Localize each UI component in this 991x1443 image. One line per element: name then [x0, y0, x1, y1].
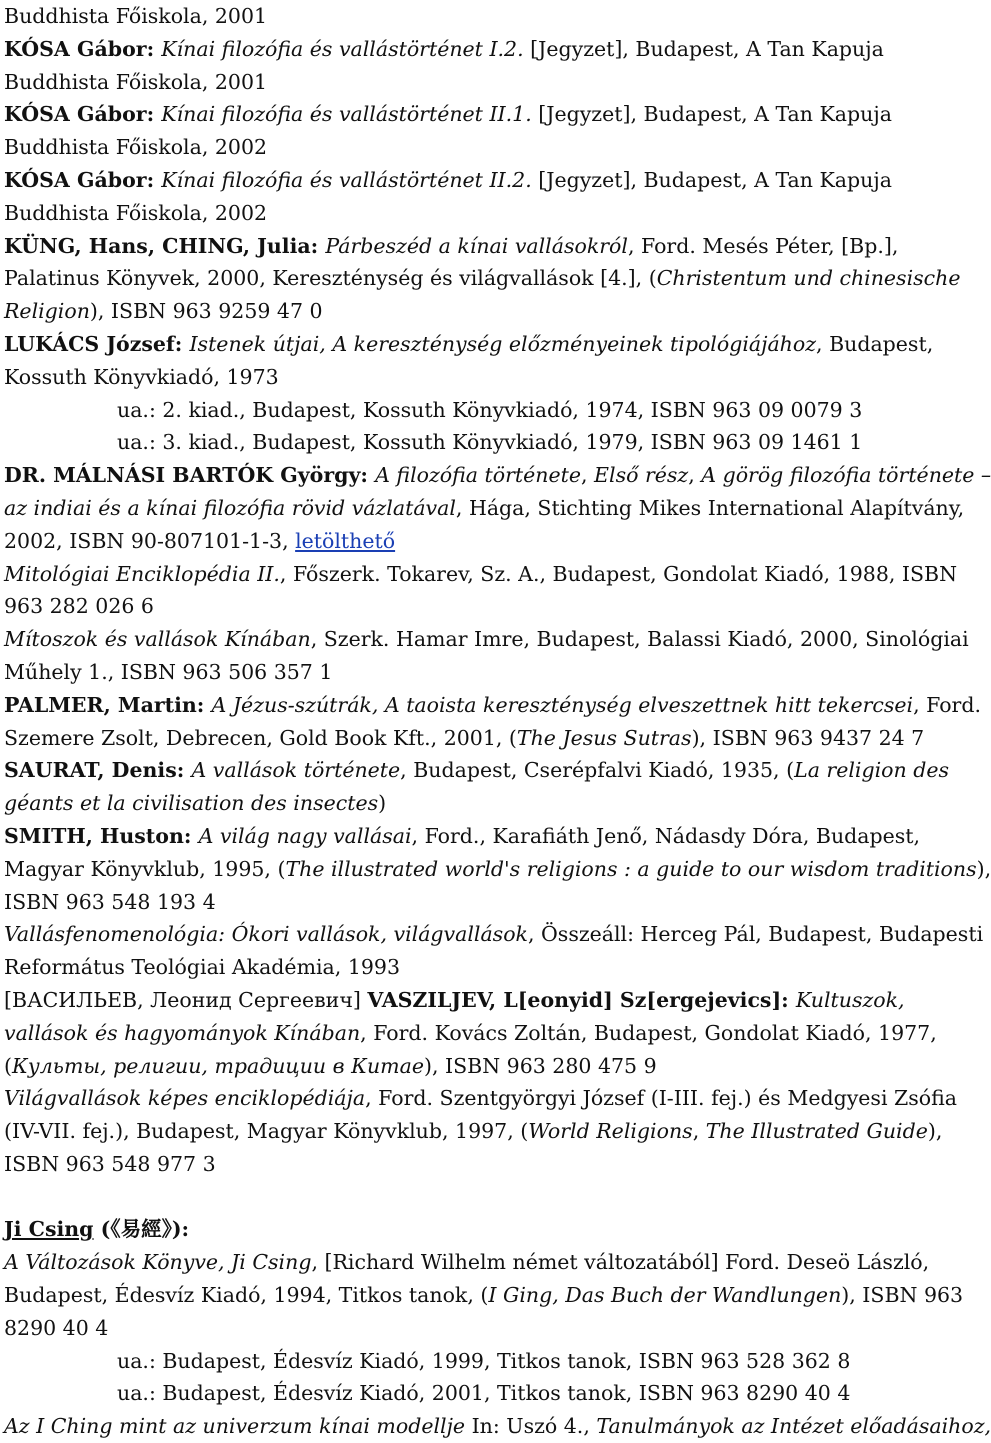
bibliography-line: [4, 394, 956, 427]
text-run: ,: [688, 463, 702, 488]
author-name: KÜNG, Hans, CHING, Julia:: [4, 233, 326, 258]
text-run: Palatinus Könyvek, 2000, Kereszténység és világvallások [4.], (: [4, 266, 657, 291]
bibliography-document: [4, 0, 991, 1443]
bibliography-line: [4, 66, 956, 99]
bibliography-line: [4, 656, 956, 689]
text-run: , Hága, Stichting Mikes International Alapítvány,: [455, 495, 965, 520]
text-run: , Ford. Mesés Péter, [Bp.],: [627, 233, 899, 258]
bibliography-line: [4, 33, 956, 66]
bibliography-line: [4, 197, 956, 230]
book-title: World Religions: [528, 1119, 693, 1144]
bibliography-line: [4, 1377, 956, 1410]
text-run: Buddhista Főiskola, 2002: [4, 200, 268, 225]
bibliography-line: [4, 590, 956, 623]
bibliography-line: [4, 1148, 956, 1181]
book-title: Kínai filozófia és vallástörténet II.1.: [161, 102, 532, 127]
bibliography-line: [4, 754, 956, 787]
bibliography-line: [4, 164, 956, 197]
bibliography-line: [4, 623, 969, 656]
text-run: In: Uszó 4.,: [465, 1414, 597, 1439]
bibliography-line: [4, 1050, 956, 1083]
book-title: The Illustrated Guide: [705, 1119, 928, 1144]
bibliography-line: [4, 853, 991, 886]
text-run: , Ford.: [913, 692, 981, 717]
bibliography-line: [4, 1213, 956, 1246]
bibliography-line: [4, 459, 991, 492]
book-title: Az I Ching mint az univerzum kínai modellje: [4, 1414, 466, 1439]
bibliography-line: [4, 886, 956, 919]
book-title: Mitológiai Enciklopédia II.: [4, 561, 280, 586]
text-run: 963 282 026 6: [4, 594, 154, 619]
book-title: Párbeszéd a kínai vallásokról: [325, 233, 628, 258]
bibliography-line: [4, 951, 956, 984]
text-run: , Főszerk. Tokarev, Sz. A., Budapest, Gondolat Kiadó, 1988, ISBN: [279, 561, 958, 586]
bibliography-line: [4, 328, 956, 361]
text-run: (: [4, 1053, 12, 1078]
bibliography-line: [4, 361, 956, 394]
book-title: Első rész: [594, 463, 689, 488]
text-run: ), ISBN 963 9259 47 0: [89, 299, 323, 324]
text-run: , Szerk. Hamar Imre, Budapest, Balassi Kiadó, 2000, Sinológiai: [310, 627, 969, 652]
author-name: LUKÁCS József:: [4, 331, 190, 356]
text-run: Református Teológiai Akadémia, 1993: [4, 955, 400, 980]
book-title: A vallások története: [191, 758, 401, 783]
text-run: Buddhista Főiskola, 2001: [4, 69, 268, 94]
text-run: ), ISBN 963 9437 24 7: [691, 725, 925, 750]
text-run: , Budapest,: [816, 331, 934, 356]
text-run: Budapest, Édesvíz Kiadó, 1994, Titkos tanok, (: [4, 1283, 489, 1308]
book-title: vallások és hagyományok Kínában: [4, 1020, 361, 1045]
bibliography-line: [4, 525, 956, 558]
text-run: , Ford., Karafiáth Jenő, Nádasdy Dóra, Budapest,: [411, 823, 921, 848]
text-run: ), ISBN 963 280 475 9: [423, 1053, 657, 1078]
text-run: 8290 40 4: [4, 1315, 109, 1340]
bibliography-line: [4, 1345, 956, 1378]
book-title: A filozófia története: [375, 463, 581, 488]
author-name: KÓSA Gábor:: [4, 36, 162, 61]
text-run: ),: [927, 1119, 943, 1144]
bibliography-line: [4, 820, 956, 853]
book-title: Christentum und chinesische: [656, 266, 961, 291]
text-run: ,: [692, 1119, 706, 1144]
text-run: [Jegyzet], Budapest, A Tan Kapuja: [531, 102, 892, 127]
bibliography-line: [4, 722, 956, 755]
bibliography-line: [4, 426, 956, 459]
bibliography-line: [4, 984, 956, 1017]
blank-line: [4, 1181, 956, 1214]
book-title: az indiai és a kínai filozófia rövid vázlatával: [4, 495, 456, 520]
book-title: Mítoszok és vallások Kínában: [4, 627, 311, 652]
download-link[interactable]: letölthető: [295, 528, 396, 553]
text-run: Buddhista Főiskola, 2001: [4, 4, 268, 28]
book-title: Культы, религии, традиции в Китае: [12, 1053, 424, 1078]
book-title: Kínai filozófia és vallástörténet II.2.: [161, 167, 532, 192]
author-name: VASZILJEV, L[eonyid] Sz[ergejevics]:: [367, 987, 796, 1012]
book-title: Kínai filozófia és vallástörténet I.2.: [161, 36, 524, 61]
text-run: [ВАСИЛЬЕВ, Леонид Сергеевич]: [4, 987, 368, 1012]
bibliography-line: [4, 1017, 956, 1050]
text-run: Magyar Könyvklub, 1995, (: [4, 856, 286, 881]
text-run: Buddhista Főiskola, 2002: [4, 135, 268, 160]
book-title: The Jesus Sutras: [516, 725, 692, 750]
author-name: DR. MÁLNÁSI BARTÓK György:: [4, 463, 376, 488]
text-run: (IV-VII. fej.), Budapest, Magyar Könyvklub, 1997, (: [4, 1119, 529, 1144]
author-name: SAURAT, Denis:: [4, 758, 192, 783]
bibliography-line: [4, 230, 956, 263]
bibliography-line: [4, 689, 981, 722]
author-name: PALMER, Martin:: [4, 692, 212, 717]
book-title: géants et la civilisation des insectes: [4, 791, 379, 816]
bibliography-line: [4, 558, 956, 591]
text-run: , [Richard Wilhelm német változatából] Ford. Deseö László,: [311, 1250, 930, 1275]
book-title: Vallásfenomenológia: Ókori vallások, világvallások: [4, 922, 528, 947]
bibliography-line: [4, 1279, 964, 1312]
book-title: I Ging, Das Buch der Wandlungen: [488, 1283, 842, 1308]
text-run: ,: [581, 463, 595, 488]
book-title: A görög filozófia története –: [701, 463, 991, 488]
author-name: (《易經》):: [93, 1217, 190, 1242]
text-run: , Budapest, Cserépfalvi Kiadó, 1935, (: [400, 758, 795, 783]
bibliography-line: [4, 1115, 956, 1148]
text-run: ua.: 2. kiad., Budapest, Kossuth Könyvkiadó, 1974, ISBN 963 09 0079 3: [117, 397, 863, 422]
book-title: A Jézus-szútrák, A taoista kereszténység elveszettnek hitt tekercsei: [211, 692, 914, 717]
bibliography-line: [4, 295, 956, 328]
text-run: Kossuth Könyvkiadó, 1973: [4, 364, 279, 389]
text-run: Műhely 1., ISBN 963 506 357 1: [4, 659, 333, 684]
bibliography-line: [4, 1246, 956, 1279]
bibliography-line: [4, 492, 965, 525]
bibliography-line: [4, 1082, 956, 1115]
bibliography-line: [4, 131, 956, 164]
book-title: Religion: [4, 299, 90, 324]
author-name: KÓSA Gábor:: [4, 102, 162, 127]
text-run: ua.: Budapest, Édesvíz Kiadó, 2001, Titkos tanok, ISBN 963 8290 40 4: [117, 1381, 851, 1406]
text-run: ): [378, 791, 387, 816]
text-run: ),: [976, 856, 991, 881]
book-title: La religion des: [794, 758, 949, 783]
text-run: , Ford. Kovács Zoltán, Budapest, Gondolat Kiadó, 1977,: [360, 1020, 937, 1045]
text-run: ), ISBN 963: [841, 1283, 964, 1308]
section-heading-link[interactable]: Ji Csing: [4, 1217, 94, 1242]
book-title: Tanulmányok az Intézet előadásaihoz,: [596, 1414, 991, 1439]
text-run: Szemere Zsolt, Debrecen, Gold Book Kft., 2001, (: [4, 725, 517, 750]
book-title: A világ nagy vallásai: [198, 823, 412, 848]
book-title: The illustrated world's religions : a guide to our wisdom traditions: [285, 856, 977, 881]
text-run: [Jegyzet], Budapest, A Tan Kapuja: [531, 167, 892, 192]
text-run: ISBN 963 548 977 3: [4, 1151, 216, 1176]
author-name: KÓSA Gábor:: [4, 167, 162, 192]
book-title: A Változások Könyve, Ji Csing: [4, 1250, 312, 1275]
text-run: , Összeáll: Herceg Pál, Budapest, Budapesti: [527, 922, 984, 947]
text-run: ua.: Budapest, Édesvíz Kiadó, 1999, Titkos tanok, ISBN 963 528 362 8: [117, 1348, 851, 1373]
bibliography-line: [4, 1312, 956, 1345]
text-run: ua.: 3. kiad., Budapest, Kossuth Könyvkiadó, 1979, ISBN 963 09 1461 1: [117, 430, 863, 455]
text-run: [Jegyzet], Budapest, A Tan Kapuja: [523, 36, 884, 61]
book-title: Kultuszok,: [795, 987, 905, 1012]
text-run: 2002, ISBN 90-807101-1-3,: [4, 528, 296, 553]
text-run: , Ford. Szentgyörgyi József (I-III. fej.) és Medgyesi Zsófia: [365, 1086, 958, 1111]
author-name: SMITH, Huston:: [4, 823, 199, 848]
book-title: Világvallások képes enciklopédiája: [4, 1086, 366, 1111]
book-title: Istenek útjai, A kereszténység előzményeinek tipológiájához: [189, 331, 817, 356]
bibliography-line: [4, 98, 956, 131]
bibliography-line: [4, 1410, 991, 1443]
bibliography-line: [4, 787, 956, 820]
bibliography-line: [4, 262, 961, 295]
bibliography-line: [4, 918, 984, 951]
bibliography-line: [4, 0, 956, 33]
text-run: ISBN 963 548 193 4: [4, 889, 216, 914]
